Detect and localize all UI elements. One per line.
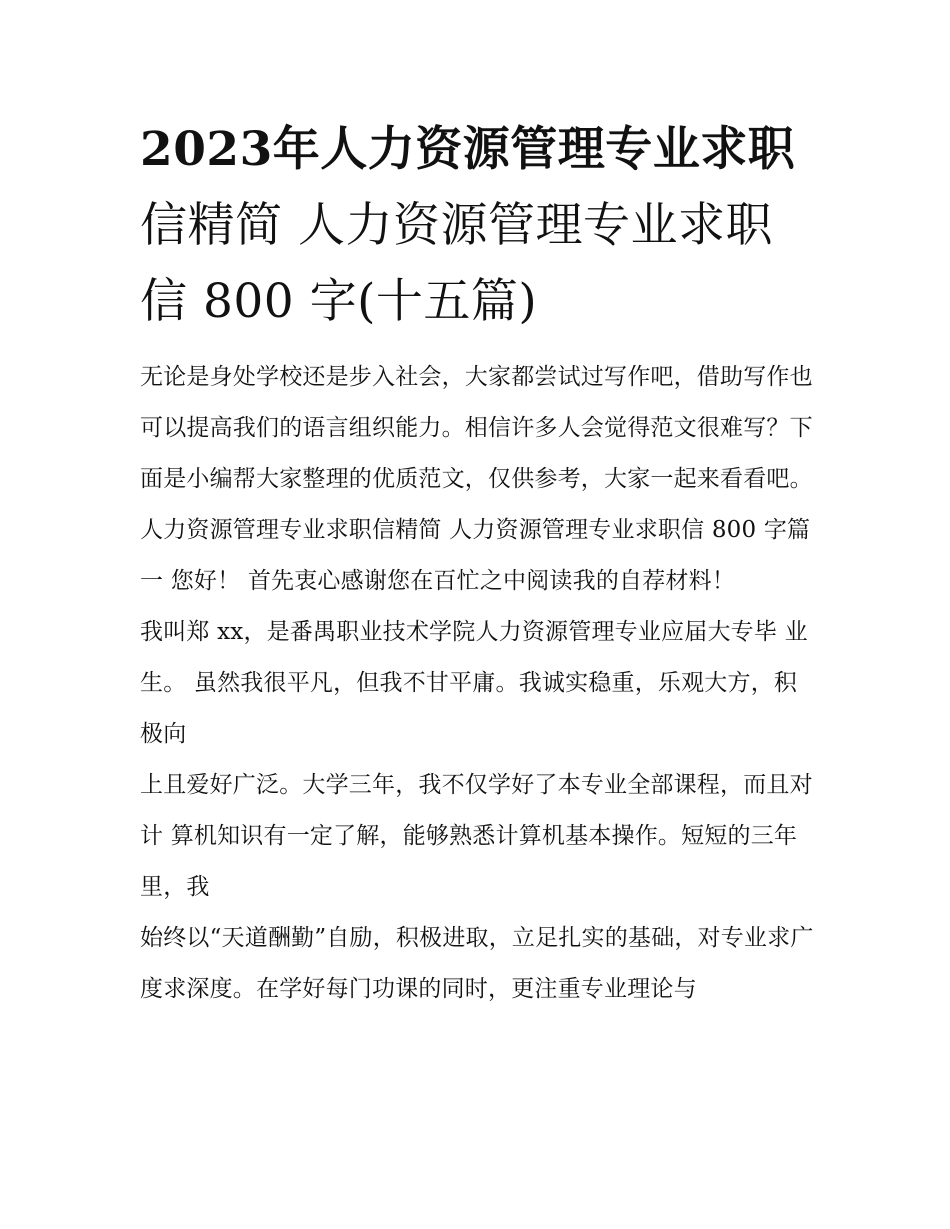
- title-line-2: [140, 188, 820, 264]
- title-line-1-text: 2023年人力资源管理专业求职: [140, 122, 796, 177]
- document-title: [140, 112, 820, 340]
- paragraph-intro: 无论是身处学校还是步入社会，大家都尝试过写作吧，借助写作也可以提高我们的语言组织能力。相信许多人会觉得范文很难写？下面是小编帮大家整理的优质范文，仅供参考，大家一起来看看吧。: [140, 364, 813, 492]
- paragraph-motto: 始终以“天道酬勤”自励，积极进取，立足扎实的基础，对专业求广 度求深度。在学好每门功课的同时，更注重专业理论与: [140, 925, 814, 1002]
- paragraph-studies: 上且爱好广泛。大学三年，我不仅学好了本专业全部课程，而且对计 算机知识有一定了解，能够熟悉计算机基本操作。短短的三年里，我: [140, 772, 813, 900]
- paragraph-self-intro: 我叫郑 xx，是番禺职业技术学院人力资源管理专业应届大专毕 业生。 虽然我很平凡，但我不甘平庸。我诚实稳重，乐观大方，积极向: [140, 619, 808, 747]
- title-line-1: [140, 112, 820, 188]
- paragraph-greeting: 人力资源管理专业求职信精简 人力资源管理专业求职信 800 字篇一 您好！ 首先衷心感谢您在百忙之中阅读我的自荐材料！: [140, 517, 811, 594]
- title-line-3: [140, 264, 820, 340]
- document-body: [140, 352, 820, 1015]
- document-page: [140, 112, 820, 1015]
- title-line-2-text: 信精简 人力资源管理专业求职: [140, 198, 773, 253]
- title-line-3-text: 信 800 字(十五篇): [140, 274, 538, 329]
